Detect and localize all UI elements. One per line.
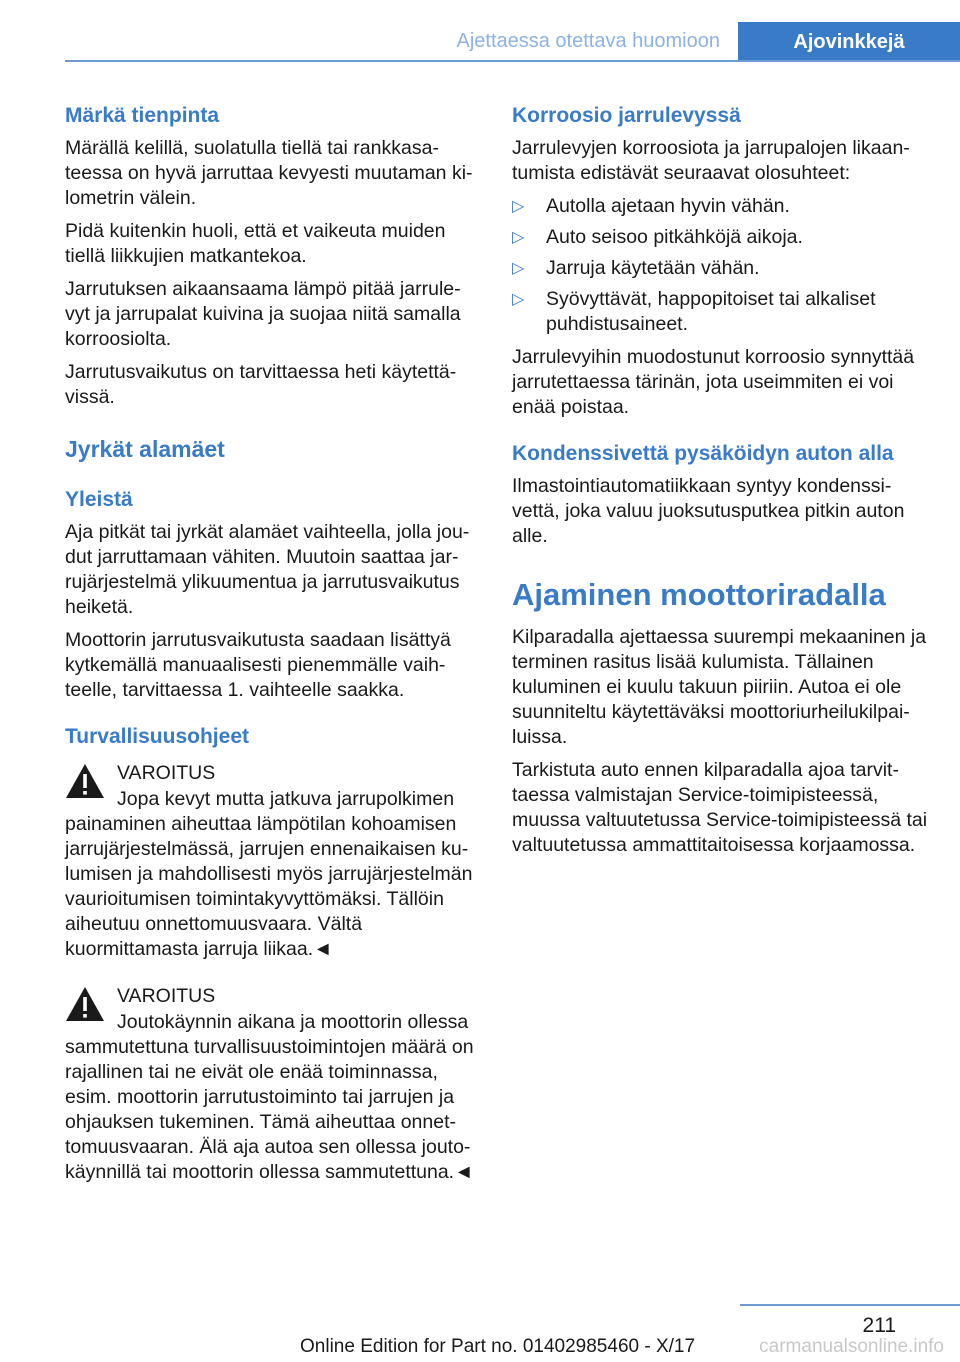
paragraph: Jarrutusvaikutus on tarvittaessa heti käytettävissä.	[65, 361, 457, 408]
paragraph: Märällä kelillä, suolatulla tiellä tai rankkasateessa on hyvä jarruttaa kevyesti muutaman kilometrin välein.	[65, 137, 473, 209]
list-item	[512, 225, 932, 250]
page-number: 211	[862, 1314, 896, 1337]
triangle-bullet-icon: ▷	[512, 198, 525, 215]
warning-triangle-icon	[65, 763, 105, 799]
paragraph: Jarrulevyjen korroosiota ja jarrupalojen likaantumista edistävät seuraavat olosuhteet:	[512, 137, 910, 184]
warning-block	[65, 759, 477, 962]
warning-text: sammutettuna turvallisuustoimintojen määrä on rajallinen tai ne eivät ole enää toiminnassa, esim. moottorin jarrutustoiminto tai jarrujen ja ohjauksen tukeminen. Tämä aiheuttaa onnettomuusvaaran. Älä aja autoa sen ollessa joutokäynnillä tai moottorin ollessa sammutettuna.◄	[65, 1036, 474, 1183]
header-rule	[65, 60, 960, 62]
conditions-list	[512, 194, 932, 337]
edition-note: Online Edition for Part no. 01402985460 - X/17	[300, 1336, 696, 1357]
list-item	[512, 194, 932, 219]
list-item-text: Autolla ajetaan hyvin vähän.	[546, 195, 790, 217]
triangle-bullet-icon: ▷	[512, 229, 525, 246]
corrosion-heading: Korroosio jarrulevyssä	[512, 104, 741, 127]
race-track-heading: Ajaminen moottoriradalla	[512, 577, 886, 612]
paragraph: Jarrulevyihin muodostunut korroosio synnyttää jarrutettaessa tärinän, jota useimmiten ei voi enää poistaa.	[512, 346, 915, 418]
paragraph: Moottorin jarrutusvaikutusta saadaan lisättyä kytkemällä manuaalisesti pienemmälle vaihteelle, tarvittaessa 1. vaihteelle saakka.	[65, 629, 451, 701]
steep-descents-heading: Jyrkät alamäet	[65, 436, 225, 462]
list-item	[512, 287, 932, 337]
footer-rule	[740, 1304, 960, 1306]
header-chapter-tab: Ajovinkkejä	[738, 22, 960, 62]
warning-title: VAROITUS	[117, 762, 216, 784]
warning-text-first-line: Jopa kevyt mutta jatkuva jarrupolkimen	[117, 788, 455, 810]
list-item-text: Jarruja käytetään vähän.	[546, 257, 760, 279]
paragraph: Kilparadalla ajettaessa suurempi mekaaninen ja terminen rasitus lisää kulumista. Tällainen kuluminen ei kuulu takuun piiriin. Autoa ei ole suunniteltu käytettäväksi moottoriurheilukilpailuissa.	[512, 626, 927, 748]
page-header	[0, 0, 960, 64]
left-column	[65, 102, 477, 1197]
right-column	[512, 102, 932, 866]
paragraph: Ilmastointiautomatiikkaan syntyy kondenssivettä, joka valuu juoksutusputkea pitkin auton alle.	[512, 475, 905, 547]
watermark: carmanualsonline.info	[759, 1336, 944, 1357]
triangle-bullet-icon: ▷	[512, 260, 525, 277]
list-item-text: Auto seisoo pitkähköjä aikoja.	[546, 226, 803, 248]
warning-block	[65, 982, 477, 1185]
header-section-title: Ajettaessa otettava huomioon	[456, 30, 720, 52]
general-heading: Yleistä	[65, 488, 133, 511]
wet-road-heading: Märkä tienpinta	[65, 104, 220, 127]
paragraph: Tarkistuta auto ennen kilparadalla ajoa tarvittaessa valmistajan Service-toimipisteessä, muussa valtuutetussa Service-toimipisteessä tai valtuutetussa ammattitaitoisessa korjaamossa.	[512, 759, 928, 856]
condensate-heading: Kondenssivettä pysäköidyn auton alla	[512, 442, 894, 465]
paragraph: Jarrutuksen aikaansaama lämpö pitää jarrulevyt ja jarrupalat kuivina ja suojaa niitä samalla korroosiolta.	[65, 278, 461, 350]
list-item-text: Syövyttävät, happopitoiset tai alkaliset puhdistusaineet.	[546, 288, 876, 335]
warning-triangle-icon	[65, 986, 105, 1022]
warning-text: painaminen aiheuttaa lämpötilan kohoamisen jarrujärjestelmässä, jarrujen ennenaikaisen kulumisen ja mahdollisesti myös jarrujärjestelmän vaurioitumisen toimintakyvyttömäksi. Tällöin aiheutuu onnettomuusvaara. Vältä kuormittamasta jarruja liikaa.◄	[65, 813, 473, 960]
paragraph: Pidä kuitenkin huoli, että et vaikeuta muiden tiellä liikkujien matkantekoa.	[65, 220, 446, 267]
warning-title: VAROITUS	[117, 985, 216, 1007]
warning-text-first-line: Joutokäynnin aikana ja moottorin ollessa	[117, 1011, 469, 1033]
paragraph: Aja pitkät tai jyrkät alamäet vaihteella, jolla joudut jarruttamaan vähiten. Muutoin saattaa jarrujärjestelmä ylikuumentua ja jarrutusvaikutus heiketä.	[65, 521, 470, 618]
safety-heading: Turvallisuusohjeet	[65, 725, 249, 748]
triangle-bullet-icon: ▷	[512, 291, 525, 308]
list-item	[512, 256, 932, 281]
